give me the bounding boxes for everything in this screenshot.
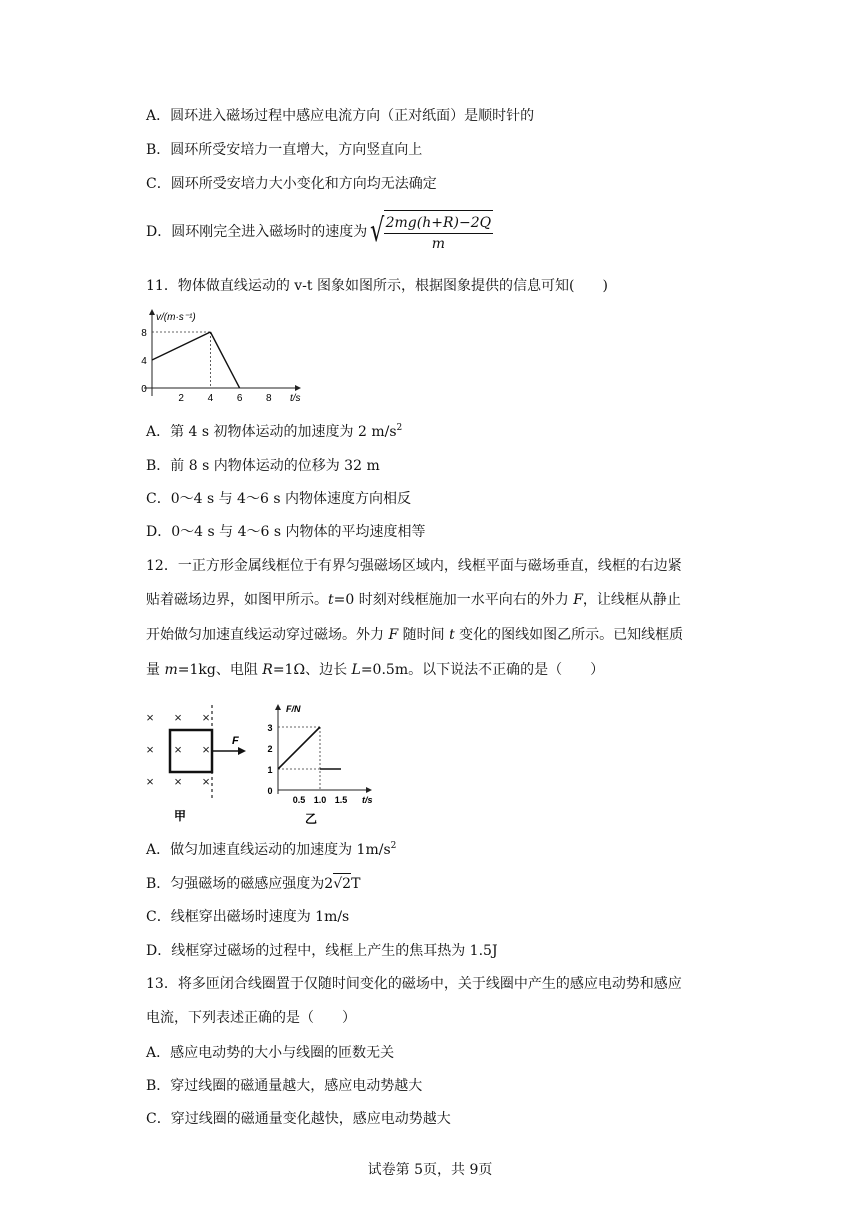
cross-mark: × [174,742,182,757]
q10-numerator: 2mg(h+R)−2Q [385,215,492,231]
q13-option-c: C．穿过线圈的磁通量变化越快，感应电动势越大 [146,1111,451,1127]
q12-var-F: F [573,592,583,608]
q12-stem-line3-c: 变化的图线如图乙所示。已知线框质 [454,627,684,643]
q12-option-b-sqrt: √2 [333,873,351,894]
y-tick-label: 2 [267,744,273,754]
q12-stem-line4-a: 量 [146,662,165,678]
cross-mark: × [146,742,154,757]
q11-option-c: C．0～4 s 与 4～6 s 内物体速度方向相反 [146,491,411,507]
q12-option-b-radicand: 2 [342,876,352,892]
y-tick-label: 0 [141,384,147,395]
cross-mark: × [202,742,210,757]
force-arrowhead [238,747,246,755]
q12-var-t: t [328,592,334,608]
q12-var-m: m [164,662,178,678]
cross-mark: × [202,710,210,725]
q10-option-d-text: D．圆环刚完全进入磁场时的速度为 [146,224,368,240]
force-label: F [232,735,239,747]
q12-var-L: L [351,662,361,678]
q11-vt-graph [140,306,305,408]
q12-option-a [146,840,396,860]
q12-option-b-unit: T [351,876,361,892]
cross-mark: × [174,710,182,725]
f-axis-arrow [275,704,281,710]
y-axis-label: F/N [286,704,301,714]
q12-stem-line2-b: =0 时刻对线框施加一水平向右的外力 [333,592,574,608]
q12-option-b [146,873,360,894]
q11-option-a-sup: 2 [396,423,403,433]
q12-stem-line2-c: ，让线框从静止 [582,592,681,608]
q11-option-a-text: A．第 4 s 初物体运动的加速度为 2 m/s [146,424,397,440]
x-tick-label: 8 [266,393,272,404]
q12-var-F2: F [388,627,399,643]
q10-option-c: C．圆环所受安培力大小变化和方向均无法确定 [146,176,437,192]
x-tick-label: 0.5 [292,795,306,805]
y-tick-label: 8 [141,328,147,339]
q12-var-t2: t [449,627,455,643]
q11-option-b: B．前 8 s 内物体运动的位移为 32 m [146,458,380,474]
q12-option-a-sup: 2 [390,841,397,851]
x-tick-label: 4 [207,393,214,404]
figure-jia-caption: 甲 [173,809,187,823]
x-axis-label: t/s [362,795,373,805]
q12-figure-yi [256,700,380,828]
q11-stem: 11．物体做直线运动的 v-t 图象如图所示，根据图象提供的信息可知( ) [146,278,608,294]
q13-option-b: B．穿过线圈的磁通量越大，感应电动势越大 [146,1078,423,1094]
y-tick-label: 4 [141,356,147,367]
cross-mark: × [146,710,154,725]
q12-stem-line4-b: =1kg、电阻 [177,662,263,678]
q10-option-b: B．圆环所受安培力一直增大，方向竖直向上 [146,142,423,158]
q12-stem-line4-c: =1Ω、边长 [272,662,352,678]
q12-stem-line3-a: 开始做匀加速直线运动穿过磁场。外力 [146,627,389,643]
q12-option-d: D．线框穿过磁场的过程中，线框上产生的焦耳热为 1.5J [146,943,498,959]
y-tick-label: 3 [267,723,273,733]
figure-yi-caption: 乙 [304,812,318,826]
q12-stem-line2 [146,590,681,610]
ft-segment [278,727,320,769]
q12-figure-jia [140,700,250,828]
x-tick-label: 1.0 [313,795,327,805]
q12-option-b-coef: 2 [324,876,334,892]
q13-stem-line1: 13．将多匝闭合线圈置于仅随时间变化的磁场中，关于线圈中产生的感应电动势和感应 [146,976,682,992]
x-tick-label: 1.5 [334,795,348,805]
x-tick-label: 6 [236,393,243,404]
cross-mark: × [146,774,154,789]
q13-stem-line2: 电流，下列表述正确的是（ ） [146,1010,356,1026]
q11-option-a [146,422,402,442]
q12-stem-line3 [146,625,683,645]
x-axis-label: t/s [290,393,301,404]
t-axis-arrow [366,787,372,793]
q12-stem-line1: 12．一正方形金属线框位于有界匀强磁场区域内，线框平面与磁场垂直，线框的右边紧 [146,558,682,574]
q11-option-d: D．0～4 s 与 4～6 s 内物体的平均速度相等 [146,524,426,540]
page-footer: 试卷第 5页，共 9页 [367,1162,493,1178]
q10-fraction [384,213,493,254]
q12-stem-line2-a: 贴着磁场边界，如图甲所示。 [146,592,328,608]
q12-option-c: C．线框穿出磁场时速度为 1m/s [146,909,350,925]
q12-option-a-text: A．做匀加速直线运动的加速度为 1m/s [146,842,391,858]
q12-var-R: R [262,662,273,678]
cross-mark: × [202,774,210,789]
q12-stem-line3-b: 随时间 [398,627,450,643]
q10-option-d [146,210,493,254]
q12-option-b-text: B．匀强磁场的磁感应强度为 [146,876,325,892]
q10-denominator: m [384,233,493,254]
q12-stem-line4-d: =0.5m。以下说法不正确的是（ ） [360,662,605,678]
q12-stem-line4 [146,660,604,680]
q10-sqrt-formula: √ $\frac{2mg(h+R)-2Q}{m}$ [370,211,492,252]
y-axis-label: v/(m·s⁻¹) [156,312,196,323]
cross-mark: × [174,774,182,789]
x-tick-label: 2 [178,393,184,404]
y-tick-label: 1 [267,765,273,775]
q10-option-a: A．圆环进入磁场过程中感应电流方向（正对纸面）是顺时针的 [146,108,535,124]
q13-option-a: A．感应电动势的大小与线圈的匝数无关 [146,1045,395,1061]
y-tick-label: 0 [267,786,273,796]
